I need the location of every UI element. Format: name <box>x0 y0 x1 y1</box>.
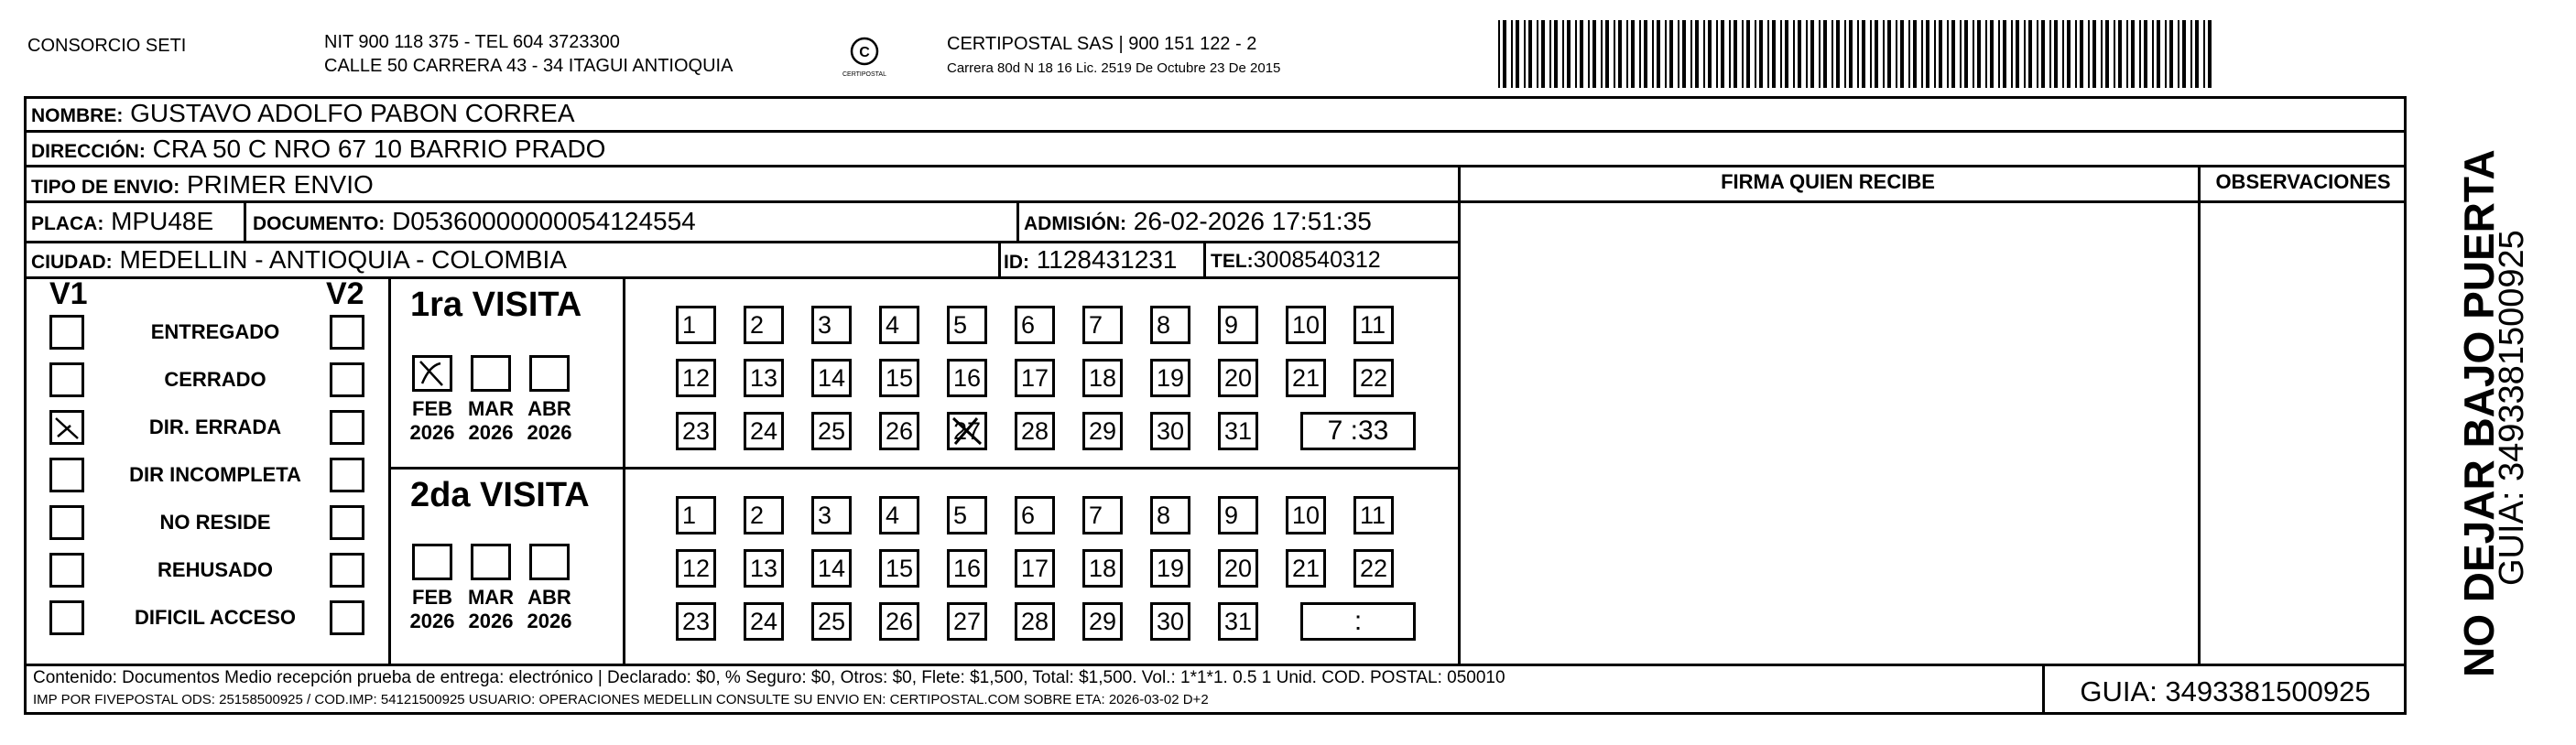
day-box[interactable]: 11 <box>1353 496 1394 534</box>
nombre-value: GUSTAVO ADOLFO PABON CORREA <box>130 99 575 127</box>
v2-checkbox[interactable] <box>330 505 364 540</box>
day-box[interactable]: 5 <box>947 306 987 344</box>
day-box[interactable]: 6 <box>1015 496 1055 534</box>
tipo-label: TIPO DE ENVIO: <box>31 177 180 198</box>
day-box[interactable]: 17 <box>1015 549 1055 588</box>
day-box[interactable]: 19 <box>1150 549 1190 588</box>
footer-print-line: IMP POR FIVEPOSTAL ODS: 25158500925 / COD.IMP: 54121500925 USUARIO: OPERACIONES MEDELLIN CONSULTE SU ENVIO EN: CERTIPOSTAL.COM SOBRE ETA: 2026-03-02 D+2 <box>33 692 1209 707</box>
day-box[interactable]: 20 <box>1218 359 1258 397</box>
day-box[interactable]: 10 <box>1286 496 1326 534</box>
day-box[interactable]: 25 <box>811 602 852 641</box>
day-box[interactable]: 13 <box>744 549 784 588</box>
month-label: MAR 2026 <box>467 397 515 444</box>
day-box[interactable]: 12 <box>676 359 716 397</box>
day-box[interactable]: 13 <box>744 359 784 397</box>
day-box[interactable]: 15 <box>879 359 919 397</box>
certipostal-nit: CERTIPOSTAL SAS | 900 151 122 - 2 <box>947 34 1257 54</box>
day-box[interactable]: 4 <box>879 496 919 534</box>
day-box[interactable]: 23 <box>676 602 716 641</box>
day-box[interactable]: 26 <box>879 602 919 641</box>
field-tipo <box>31 170 374 202</box>
status-label: DIR. ERRADA <box>148 416 282 438</box>
v1-checkbox[interactable] <box>49 315 84 350</box>
day-box[interactable]: 14 <box>811 549 852 588</box>
month-label: ABR 2026 <box>527 586 572 632</box>
status-label: DIFICIL ACCESO <box>134 606 296 629</box>
nit-tel: NIT 900 118 375 - TEL 604 3723300 <box>324 32 620 52</box>
first-visit-title: 1ra VISITA <box>410 286 582 324</box>
svg-text:CERTIPOSTAL: CERTIPOSTAL <box>842 71 886 78</box>
day-box[interactable]: 3 <box>811 306 852 344</box>
placa-value: MPU48E <box>111 207 214 235</box>
tipo-value: PRIMER ENVIO <box>186 170 374 199</box>
day-box[interactable]: 11 <box>1353 306 1394 344</box>
day-box[interactable]: 9 <box>1218 496 1258 534</box>
status-label: REHUSADO <box>158 558 273 581</box>
month-label: FEB 2026 <box>409 397 455 444</box>
month-checkbox[interactable] <box>412 544 452 580</box>
company-name: CONSORCIO SETI <box>27 36 187 56</box>
company-address: CALLE 50 CARRERA 43 - 34 ITAGUI ANTIOQUIA <box>324 56 734 76</box>
status-label: CERRADO <box>164 368 266 391</box>
side-guia: GUIA: 3493381500925 <box>2493 230 2531 586</box>
ciudad-label: CIUDAD: <box>31 252 113 273</box>
day-box[interactable]: 3 <box>811 496 852 534</box>
field-id <box>1004 245 1177 277</box>
day-box[interactable]: 12 <box>676 549 716 588</box>
field-tel <box>1211 245 1381 276</box>
status-label: NO RESIDE <box>159 511 271 534</box>
id-value: 1128431231 <box>1036 245 1178 274</box>
id-label: ID: <box>1004 252 1029 273</box>
day-box[interactable]: 30 <box>1150 412 1190 450</box>
v1-checkbox[interactable] <box>49 410 84 445</box>
day-box[interactable]: 22 <box>1353 359 1394 397</box>
day-box[interactable]: 9 <box>1218 306 1258 344</box>
v1-checkbox[interactable] <box>49 553 84 588</box>
status-label: DIR INCOMPLETA <box>129 463 301 486</box>
nombre-label: NOMBRE: <box>31 105 124 126</box>
day-box[interactable]: 27 <box>947 412 987 450</box>
field-placa <box>31 207 213 239</box>
month-label: FEB 2026 <box>409 586 455 632</box>
documento-label: DOCUMENTO: <box>253 213 386 234</box>
check-mark-icon <box>950 415 984 448</box>
day-box[interactable]: 14 <box>811 359 852 397</box>
admision-value: 26-02-2026 17:51:35 <box>1133 207 1372 235</box>
placa-label: PLACA: <box>31 213 104 234</box>
day-box[interactable]: 15 <box>879 549 919 588</box>
v1-checkbox[interactable] <box>49 458 84 492</box>
day-box[interactable]: 2 <box>744 496 784 534</box>
side-warning: NO DEJAR BAJO PUERTA <box>2455 149 2503 677</box>
field-admision <box>1024 207 1372 239</box>
v2-checkbox[interactable] <box>330 315 364 350</box>
observaciones-header: OBSERVACIONES <box>2215 170 2391 193</box>
footer-guia: GUIA: 3493381500925 <box>2080 675 2371 707</box>
day-box[interactable]: 31 <box>1218 412 1258 450</box>
day-box[interactable]: 29 <box>1082 412 1123 450</box>
day-box[interactable]: 21 <box>1286 359 1326 397</box>
day-box[interactable]: 29 <box>1082 602 1123 641</box>
check-mark-icon <box>52 413 82 442</box>
day-box[interactable]: 24 <box>744 602 784 641</box>
certipostal-logo <box>837 35 892 81</box>
tel-value: 3008540312 <box>1253 247 1381 273</box>
v1-checkbox[interactable] <box>49 362 84 397</box>
day-box[interactable]: 10 <box>1286 306 1326 344</box>
v2-checkbox[interactable] <box>330 362 364 397</box>
day-box[interactable]: 25 <box>811 412 852 450</box>
v1-header: V1 <box>49 276 88 311</box>
day-box[interactable]: 22 <box>1353 549 1394 588</box>
day-box[interactable]: 27 <box>947 602 987 641</box>
day-box[interactable]: 5 <box>947 496 987 534</box>
second-visit-title: 2da VISITA <box>410 476 590 514</box>
day-box[interactable]: 4 <box>879 306 919 344</box>
day-box[interactable]: 31 <box>1218 602 1258 641</box>
v2-checkbox[interactable] <box>330 458 364 492</box>
day-box[interactable]: 21 <box>1286 549 1326 588</box>
admision-label: ADMISIÓN: <box>1024 213 1126 234</box>
month-label: ABR 2026 <box>527 397 572 444</box>
day-box[interactable]: 24 <box>744 412 784 450</box>
month-checkbox[interactable] <box>412 355 452 392</box>
day-box[interactable]: 8 <box>1150 496 1190 534</box>
direccion-label: DIRECCIÓN: <box>31 141 146 162</box>
field-documento <box>253 207 696 239</box>
day-box[interactable]: 6 <box>1015 306 1055 344</box>
month-checkbox[interactable] <box>471 355 511 392</box>
day-box[interactable]: 18 <box>1082 359 1123 397</box>
status-label: ENTREGADO <box>150 320 280 343</box>
field-direccion <box>31 135 605 167</box>
day-box[interactable]: 7 <box>1082 306 1123 344</box>
day-box[interactable]: 16 <box>947 359 987 397</box>
day-box[interactable]: 1 <box>676 306 716 344</box>
first-visit-time[interactable]: 7 :33 <box>1300 412 1416 450</box>
firma-header: FIRMA QUIEN RECIBE <box>1721 170 1935 193</box>
second-visit-time[interactable]: : <box>1300 602 1416 641</box>
v2-header: V2 <box>326 276 364 311</box>
v2-checkbox[interactable] <box>330 600 364 635</box>
barcode <box>1496 20 2220 88</box>
day-box[interactable]: 23 <box>676 412 716 450</box>
v2-checkbox[interactable] <box>330 553 364 588</box>
tel-label: TEL: <box>1211 251 1254 272</box>
day-box[interactable]: 30 <box>1150 602 1190 641</box>
month-checkbox[interactable] <box>529 544 570 580</box>
svg-text:C: C <box>859 45 870 60</box>
v2-checkbox[interactable] <box>330 410 364 445</box>
documento-value: D05360000000054124554 <box>392 207 696 235</box>
v1-checkbox[interactable] <box>49 505 84 540</box>
check-mark-icon <box>415 358 450 389</box>
month-checkbox[interactable] <box>471 544 511 580</box>
direccion-value: CRA 50 C NRO 67 10 BARRIO PRADO <box>152 135 606 163</box>
day-box[interactable]: 17 <box>1015 359 1055 397</box>
day-box[interactable]: 2 <box>744 306 784 344</box>
day-box[interactable]: 7 <box>1082 496 1123 534</box>
ciudad-value: MEDELLIN - ANTIOQUIA - COLOMBIA <box>119 245 567 274</box>
v1-checkbox[interactable] <box>49 600 84 635</box>
field-nombre <box>31 99 575 131</box>
license-text: Carrera 80d N 18 16 Lic. 2519 De Octubre 23 De 2015 <box>947 60 1281 76</box>
field-ciudad <box>31 245 567 277</box>
day-box[interactable]: 19 <box>1150 359 1190 397</box>
day-box[interactable]: 28 <box>1015 412 1055 450</box>
day-box[interactable]: 8 <box>1150 306 1190 344</box>
day-box[interactable]: 20 <box>1218 549 1258 588</box>
day-box[interactable]: 26 <box>879 412 919 450</box>
day-box[interactable]: 28 <box>1015 602 1055 641</box>
footer-content-line: Contenido: Documentos Medio recepción prueba de entrega: electrónico | Declarado: $0, % Seguro: $0, Otros: $0, Flete: $1,500, Total: $1,500. Vol.: 1*1*1. 0.5 1 Unid. COD. POSTAL: 050010 <box>33 668 1505 687</box>
month-label: MAR 2026 <box>467 586 515 632</box>
day-box[interactable]: 16 <box>947 549 987 588</box>
day-box[interactable]: 18 <box>1082 549 1123 588</box>
day-box[interactable]: 1 <box>676 496 716 534</box>
month-checkbox[interactable] <box>529 355 570 392</box>
